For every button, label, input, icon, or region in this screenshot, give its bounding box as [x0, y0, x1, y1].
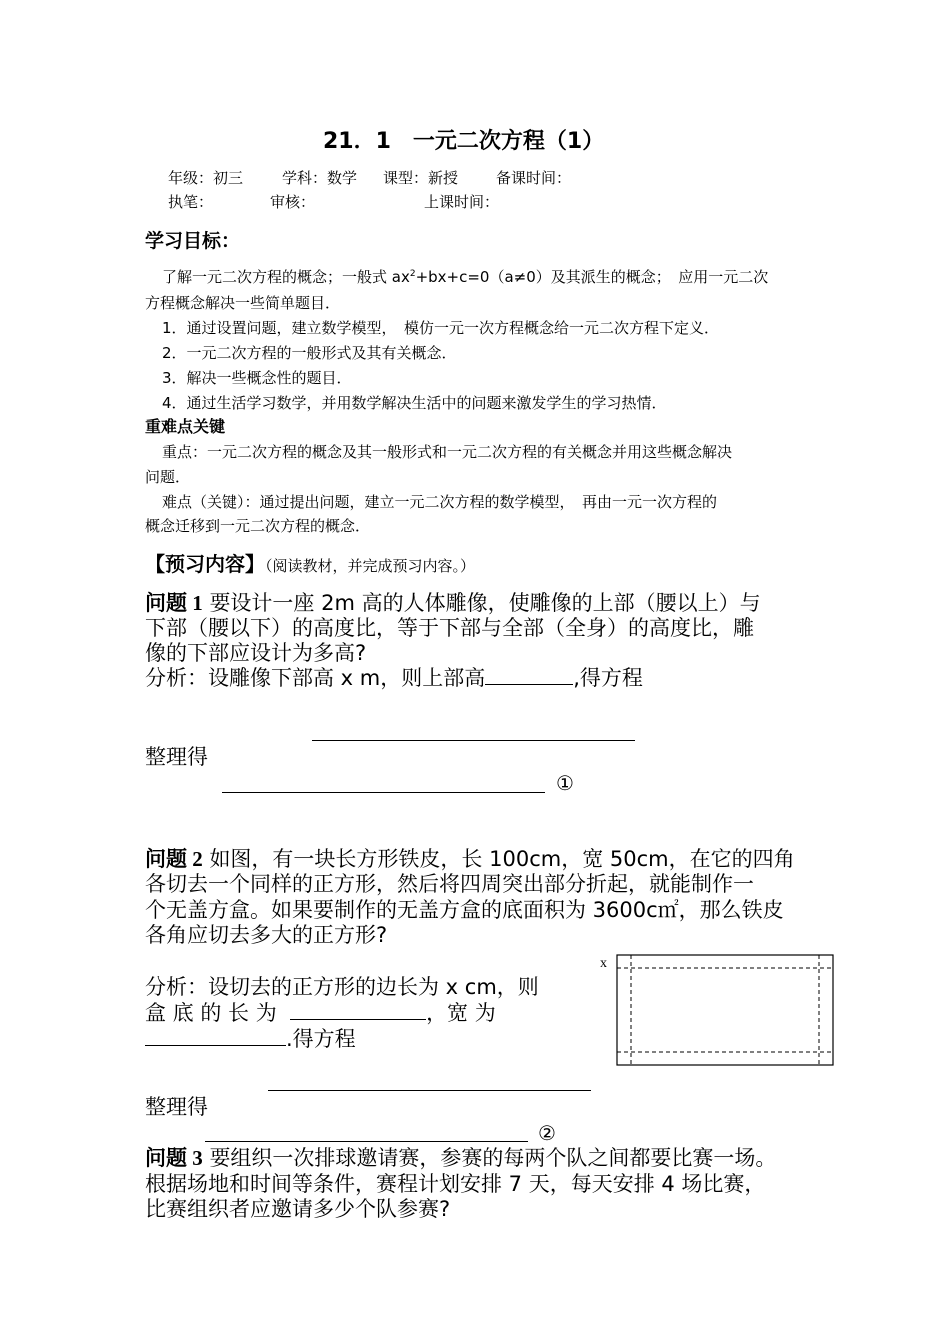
- meta-subject: 学科：数学: [282, 169, 358, 187]
- q2-analysis2b: ，宽 为: [426, 1001, 496, 1025]
- q2-arranged-blank[interactable]: [205, 1141, 528, 1142]
- difficulty-line1: 难点（关键）：通过提出问题，建立一元二次方程的数学模型， 再由一元一次方程的: [162, 493, 718, 511]
- meta-reviewer: 审核：: [270, 193, 316, 211]
- q2-analysis2a: 盒 底 的 长 为: [145, 1001, 277, 1025]
- objectives-intro-line1: [162, 267, 768, 287]
- q1-label: 问题 1: [145, 591, 203, 615]
- q2-line1: [145, 846, 795, 872]
- q1-analysis-a: 分析：设雕像下部高 x m，则上部高: [145, 666, 486, 690]
- q2-sheet-figure: [612, 950, 840, 1072]
- meta-grade: 年级：初三: [168, 169, 244, 187]
- difficulty-line2: 概念迁移到一元二次方程的概念．: [145, 517, 371, 535]
- q1-equation-blank[interactable]: [312, 740, 635, 741]
- q2-analysis1: 分析：设切去的正方形的边长为 x cm，则: [145, 975, 539, 999]
- q2-figure-x-label: x: [600, 956, 607, 971]
- objectives-intro-a: 了解一元二次方程的概念；一般式 ax: [162, 268, 410, 286]
- preview-heading: 【预习内容】: [145, 552, 265, 576]
- preview-note: （阅读教材，并完成预习内容。）: [265, 557, 476, 575]
- q3-line2: 根据场地和时间等条件，赛程计划安排 7 天，每天安排 4 场比赛，: [145, 1172, 766, 1196]
- q2-analysis3: [145, 1026, 356, 1052]
- q2-arrange-label: 整理得: [145, 1095, 208, 1119]
- q3-line1-text: 要组织一次排球邀请赛，参赛的每两个队之间都要比赛一场。: [209, 1146, 777, 1170]
- objectives-intro-b: +bx+c=0（a≠0）及其派生的概念； 应用一元二次: [415, 268, 769, 286]
- q2-width-blank[interactable]: [145, 1027, 286, 1046]
- q1-analysis: [145, 665, 643, 691]
- sheet-outline: [617, 955, 833, 1065]
- objective-item-3: 3．解决一些概念性的题目．: [162, 369, 352, 387]
- meta-prep-time: 备课时间：: [496, 169, 572, 187]
- q1-line1-text: 要设计一座 2m 高的人体雕像，使雕像的上部（腰以上）与: [209, 591, 761, 615]
- preview-header: [145, 550, 475, 580]
- meta-class-time: 上课时间：: [424, 193, 500, 211]
- q1-arranged-blank[interactable]: [222, 792, 545, 793]
- q1-line2: 下部（腰以下）的高度比，等于下部与全部（全身）的高度比，雕: [145, 616, 754, 640]
- q2-circled-mark: ②: [538, 1121, 556, 1145]
- key-points-heading: 重难点关键: [145, 417, 226, 436]
- objective-item-2: 2．一元二次方程的一般形式及其有关概念．: [162, 344, 457, 362]
- q2-label: 问题 2: [145, 847, 203, 871]
- objectives-intro-sup: 2: [409, 269, 416, 279]
- objective-item-1: 1．通过设置问题，建立数学模型， 模仿一元一次方程概念给一元二次方程下定义．: [162, 319, 720, 337]
- q2-line4: 各角应切去多大的正方形?: [145, 923, 388, 947]
- q2-analysis3-text: .得方程: [286, 1027, 356, 1051]
- q2-line2: 各切去一个同样的正方形，然后将四周突出部分折起，就能制作一: [145, 872, 754, 896]
- objectives-heading: 学习目标：: [145, 230, 241, 252]
- q1-upper-height-blank[interactable]: [485, 666, 573, 685]
- q1-arrange-label: 整理得: [145, 745, 208, 769]
- q1-line1: [145, 590, 761, 616]
- q1-circled-mark: ①: [556, 771, 574, 795]
- q3-label: 问题 3: [145, 1146, 203, 1170]
- q3-line3: 比赛组织者应邀请多少个队参赛?: [145, 1197, 451, 1221]
- q2-line3: 个无盖方盒。如果要制作的无盖方盒的底面积为 3600c㎡，那么铁皮: [145, 898, 784, 922]
- q3-line1: [145, 1145, 776, 1171]
- q1-line3: 像的下部应设计为多高?: [145, 641, 367, 665]
- objective-item-4: 4．通过生活学习数学，并用数学解决生活中的问题来激发学生的学习热情．: [162, 394, 667, 412]
- meta-type: 课型：新授: [383, 169, 459, 187]
- page-title: 21．1 一元二次方程（1）: [323, 129, 605, 154]
- q2-analysis2: [145, 1000, 496, 1026]
- objectives-intro-line2: 方程概念解决一些简单题目．: [145, 294, 341, 312]
- q1-analysis-b: ,得方程: [573, 666, 643, 690]
- meta-writer: 执笔：: [168, 193, 214, 211]
- focus-line1: 重点：一元二次方程的概念及其一般形式和一元二次方程的有关概念并用这些概念解决: [162, 443, 733, 461]
- q2-equation-blank[interactable]: [268, 1090, 591, 1091]
- q2-line1-text: 如图，有一块长方形铁皮，长 100cm，宽 50cm，在它的四角: [209, 847, 795, 871]
- focus-line2: 问题．: [145, 468, 191, 486]
- q2-length-blank[interactable]: [290, 1001, 426, 1020]
